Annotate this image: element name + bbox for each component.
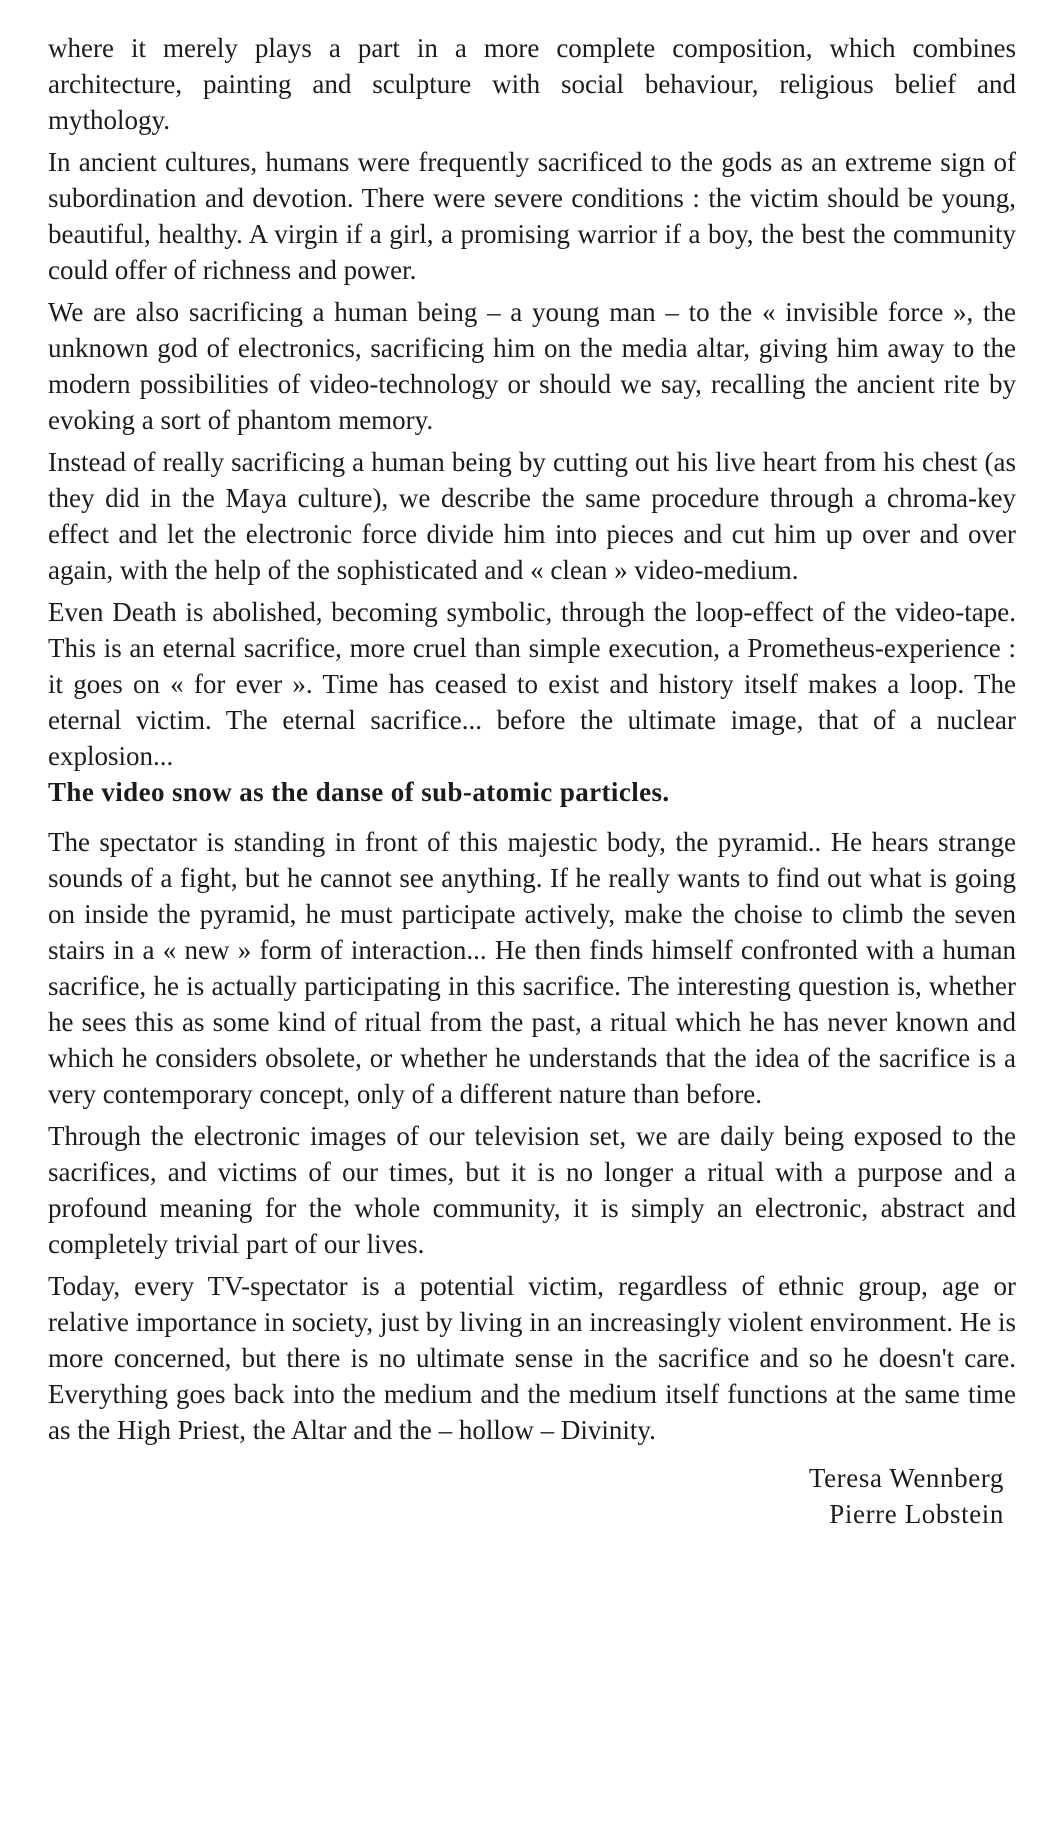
paragraph-chroma-key: Instead of really sacrificing a human being by cutting out his live heart from his chest (as they did in the Maya culture), we describe the same procedure through a chroma-key effect and let the electronic force divide him into pieces and cut him up over and over again, with the help of the sophisticated and « clean » video-medium. — [48, 447, 1016, 585]
author-name: Pierre Lobstein — [829, 1499, 1004, 1529]
author-name: Teresa Wennberg — [808, 1463, 1004, 1493]
author-signatures — [48, 1460, 1016, 1532]
document-page — [48, 30, 1016, 1532]
paragraph-television: Through the electronic images of our television set, we are daily being exposed to the sacrifices, and victims of our times, but it is no longer a ritual with a purpose and a profound meaning for the whole community, it is simply an electronic, abstract and completely trivial part of our lives. — [48, 1121, 1016, 1259]
paragraph-invisible-force: We are also sacrificing a human being – a young man – to the « invisible force », the unknown god of electronics, sacrificing him on the media altar, giving him away to the modern possibilities of video-technology or should we say, recalling the ancient rite by evoking a sort of phantom memory. — [48, 297, 1016, 435]
paragraph-tv-spectator: Today, every TV-spectator is a potential victim, regardless of ethnic group, age or relative importance in society, just by living in an increasingly violent environment. He is more concerned, but there is no ultimate sense in the sacrifice and so he doesn't care. Everything goes back into the medium and the medium itself functions at the same time as the High Priest, the Altar and the – hollow – Divinity. — [48, 1271, 1016, 1445]
paragraph-composition: where it merely plays a part in a more complete composition, which combines architecture, painting and sculpture with social behaviour, religious belief and mythology. — [48, 33, 1016, 135]
paragraph-ancient-cultures: In ancient cultures, humans were frequently sacrificed to the gods as an extreme sign of subordination and devotion. There were severe conditions : the victim should be young, beautiful, healthy. A virgin if a girl, a promising warrior if a boy, the best the community could offer of richness and power. — [48, 147, 1016, 285]
bold-statement: The video snow as the danse of sub-atomic particles. — [48, 777, 670, 807]
paragraph-eternal-sacrifice: Even Death is abolished, becoming symbolic, through the loop-effect of the video-tape. This is an eternal sacrifice, more cruel than simple execution, a Prometheus-experience : it goes on « for ever ». Time has ceased to exist and history itself makes a loop. The eternal victim. The eternal sacrifice... before the ultimate image, that of a nuclear explosion... — [48, 597, 1016, 771]
paragraph-spectator: The spectator is standing in front of this majestic body, the pyramid.. He hears strange sounds of a fight, but he cannot see anything. If he really wants to find out what is going on inside the pyramid, he must participate actively, make the choise to climb the seven stairs in a « new » form of interaction... He then finds himself confronted with a human sacrifice, he is actually participating in this sacrifice. The interesting question is, whether he sees this as some kind of ritual from the past, a ritual which he has never known and which he considers obsolete, or whether he understands that the idea of the sacrifice is a very contemporary concept, only of a different nature than before. — [48, 827, 1016, 1109]
